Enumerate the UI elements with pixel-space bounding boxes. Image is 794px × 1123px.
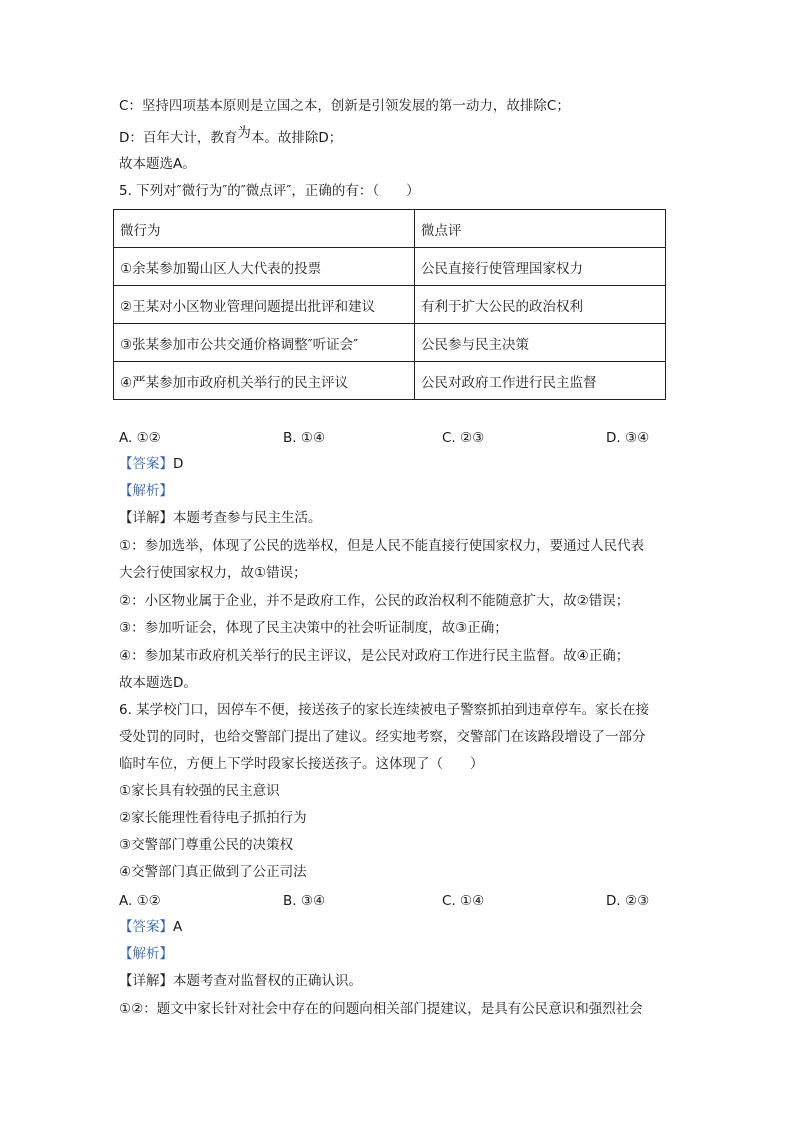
q5-answer	[119, 454, 183, 474]
prev-explanation-c: C：坚持四项基本原则是立国之本，创新是引领发展的第一动力，故排除C；	[119, 98, 570, 114]
table-row	[114, 286, 666, 324]
detail-tag: 【详解】	[119, 973, 173, 989]
q6-options	[119, 891, 659, 911]
table-cell: ②王某对小区物业管理问题提出批评和建议	[114, 286, 415, 324]
q6-statement: ④交警部门真正做到了公正司法	[119, 864, 307, 880]
q6-stem-line: 临时车位，方便上下学时段家长接送孩子。这体现了（ ）	[119, 756, 484, 772]
q5-conclusion: 故本题选D。	[119, 675, 197, 691]
q5-detail	[119, 508, 322, 528]
q5-option-a: A. ①②	[119, 430, 161, 446]
q6-option-c: C. ①④	[442, 893, 485, 909]
prev-explanation-d	[119, 125, 343, 148]
q5-table	[113, 209, 666, 400]
table-cell: ④严某参加市政府机关举行的民主评议	[114, 362, 415, 400]
q5-option-b: B. ①④	[283, 430, 326, 446]
q5-options	[119, 428, 659, 448]
table-cell: 公民直接行使管理国家权力	[415, 248, 666, 286]
q6-statement: ①家长具有较强的民主意识	[119, 783, 280, 799]
table-row	[114, 362, 666, 400]
q5-option-d: D. ③④	[606, 430, 650, 446]
answer-tag: 【答案】	[119, 919, 173, 935]
table-cell: ①余某参加蜀山区人大代表的投票	[114, 248, 415, 286]
prev-conclusion: 故本题选A。	[119, 156, 196, 172]
table-cell: 公民参与民主决策	[415, 324, 666, 362]
q6-statement: ②家长能理性看待电子抓拍行为	[119, 810, 307, 826]
detail-intro: 本题考查对监督权的正确认识。	[173, 973, 362, 989]
table-cell: 公民对政府工作进行民主监督	[415, 362, 666, 400]
prev-explanation-d-tail: 本。故排除D；	[250, 130, 343, 146]
prev-explanation-d-text: D：百年大计，教育	[119, 130, 238, 146]
q6-stem-line: 6. 某学校门口，因停车不便，接送孩子的家长连续被电子警察抓拍到违章停车。家长在接	[119, 702, 650, 718]
q5-explanation-line: ①：参加选举，体现了公民的选举权，但是人民不能直接行使国家权力，要通过人民代表	[119, 538, 645, 554]
q5-stem: 5. 下列对″微行为″的″微点评″，正确的有：（ ）	[119, 183, 420, 199]
table-row	[114, 248, 666, 286]
answer-tag: 【答案】	[119, 456, 173, 472]
q6-option-b: B. ③④	[283, 893, 326, 909]
q5-explanation-line: ②：小区物业属于企业，并不是政府工作，公民的政治权利不能随意扩大，故②错误；	[119, 593, 630, 609]
prev-explanation-d-raised: 为	[237, 125, 251, 141]
detail-tag: 【详解】	[119, 510, 173, 526]
q6-answer	[119, 917, 182, 937]
analysis-tag: 【解析】	[119, 483, 173, 499]
q5-option-c: C. ②③	[442, 430, 485, 446]
q5-explanation-line: ③：参加听证会，体现了民主决策中的社会听证制度，故③正确；	[119, 620, 508, 636]
table-cell: ③张某参加市公共交通价格调整″听证会″	[114, 324, 415, 362]
q6-option-d: D. ②③	[606, 893, 650, 909]
table-header-row	[114, 210, 666, 248]
q5-explanation-line: ④：参加某市政府机关举行的民主评议，是公民对政府工作进行民主监督。故④正确；	[119, 648, 630, 664]
table-header-cell: 微点评	[415, 210, 666, 248]
answer-value: D	[173, 456, 184, 472]
table-header-cell: 微行为	[114, 210, 415, 248]
analysis-tag: 【解析】	[119, 946, 173, 962]
q5-explanation-line: 大会行使国家权力，故①错误；	[119, 565, 307, 581]
table-row	[114, 324, 666, 362]
q6-statement: ③交警部门尊重公民的决策权	[119, 837, 294, 853]
table-cell: 有利于扩大公民的政治权利	[415, 286, 666, 324]
q6-explanation-line: ①②：题文中家长针对社会中存在的问题向相关部门提建议，是具有公民意识和强烈社会	[119, 1001, 643, 1017]
q5-analysis-heading	[119, 481, 173, 501]
detail-intro: 本题考查参与民主生活。	[173, 510, 322, 526]
q6-analysis-heading	[119, 944, 173, 964]
answer-value: A	[173, 919, 183, 935]
q6-detail	[119, 971, 362, 991]
q6-option-a: A. ①②	[119, 893, 161, 909]
q6-stem-line: 受处罚的同时，也给交警部门提出了建议。经实地考察，交警部门在该路段增设了一部分	[119, 729, 646, 745]
